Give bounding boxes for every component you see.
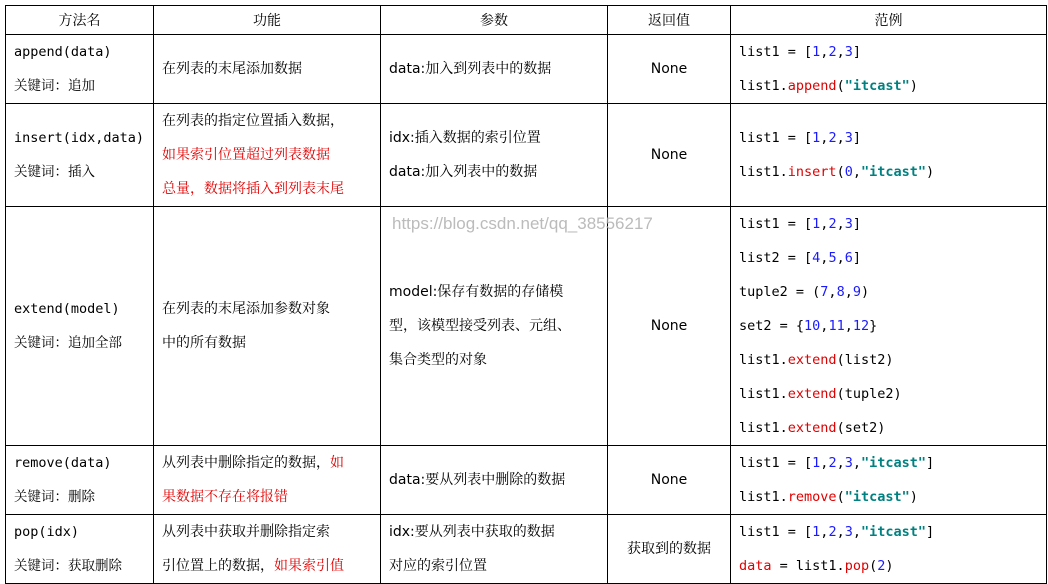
cell-line: [739, 411, 1038, 445]
text-segment: 2: [828, 455, 837, 471]
header-params: 参数: [381, 6, 608, 35]
cell-line: [389, 121, 599, 155]
text-segment: "itcast": [844, 78, 910, 94]
text-segment: 2: [828, 216, 837, 232]
text-segment: list1.: [739, 352, 788, 368]
text-segment: remove(data): [14, 455, 112, 471]
text-segment: ,: [852, 524, 861, 540]
text-segment: (tuple2): [836, 386, 902, 402]
cell-line: [389, 309, 599, 343]
text-segment: extend(model): [14, 301, 120, 317]
cell-line: [739, 480, 1038, 514]
text-segment: 5: [828, 250, 837, 266]
text-segment: None: [650, 318, 688, 334]
text-segment: 引位置上的数据，: [162, 558, 274, 574]
header-function: 功能: [154, 6, 381, 35]
text-segment: 7: [820, 284, 829, 300]
text-segment: (: [869, 558, 878, 574]
text-segment: None: [650, 472, 688, 488]
text-segment: ): [926, 164, 935, 180]
return-cell: [608, 104, 731, 207]
example-cell: [731, 446, 1047, 515]
text-segment: 4: [812, 250, 821, 266]
cell-line: [739, 446, 1038, 480]
text-segment: 关键词：删除: [14, 489, 95, 505]
table-row: [6, 207, 1047, 446]
method-cell: [6, 104, 154, 207]
text-segment: model:保存有数据的存储模: [389, 284, 564, 300]
cell-line: [162, 104, 372, 138]
cell-line: [162, 292, 372, 326]
cell-line: [739, 155, 1038, 189]
cell-line: [739, 121, 1038, 155]
text-segment: ,: [828, 284, 837, 300]
text-segment: set2 = {: [739, 318, 805, 334]
method-cell: [6, 35, 154, 104]
text-segment: 在列表的末尾添加数据: [162, 61, 302, 77]
text-segment: list1 = [: [739, 44, 813, 60]
text-segment: 0: [844, 164, 853, 180]
cell-line: [389, 52, 599, 86]
cell-line: [739, 275, 1038, 309]
cell-line: [14, 292, 145, 326]
text-segment: 3: [844, 524, 853, 540]
return-cell: [608, 515, 731, 584]
text-segment: 3: [844, 130, 853, 146]
text-segment: ,: [836, 250, 845, 266]
text-segment: 从列表中获取并删除指定索: [162, 524, 330, 540]
text-segment: list1 = [: [739, 216, 813, 232]
return-cell: [608, 207, 731, 446]
text-segment: 型，该模型接受列表、元组、: [389, 318, 571, 334]
text-segment: 如果索引位置超过列表数据: [162, 147, 330, 163]
text-segment: ,: [820, 130, 829, 146]
cell-line: [14, 35, 145, 69]
text-segment: ,: [852, 164, 861, 180]
params-cell: [381, 207, 608, 446]
text-segment: 对应的索引位置: [389, 558, 487, 574]
cell-line: [162, 446, 372, 480]
cell-line: [162, 515, 372, 549]
text-segment: list1 = [: [739, 455, 813, 471]
text-segment: ,: [836, 216, 845, 232]
example-cell: [731, 515, 1047, 584]
text-segment: 1: [812, 216, 821, 232]
cell-line: [616, 532, 722, 566]
text-segment: 获取到的数据: [627, 541, 711, 557]
text-segment: 3: [844, 44, 853, 60]
cell-line: [14, 155, 145, 189]
text-segment: 1: [812, 455, 821, 471]
text-segment: (: [836, 78, 845, 94]
text-segment: 2: [877, 558, 886, 574]
text-segment: list1.: [739, 489, 788, 505]
text-segment: list1.: [739, 164, 788, 180]
text-segment: 9: [852, 284, 861, 300]
text-segment: ,: [852, 455, 861, 471]
text-segment: ,: [820, 216, 829, 232]
text-segment: 总量，数据将插入到列表末尾: [162, 181, 344, 197]
text-segment: ,: [836, 455, 845, 471]
text-segment: 在列表的指定位置插入数据，: [162, 113, 344, 129]
text-segment: remove: [787, 489, 837, 505]
cell-line: [739, 207, 1038, 241]
text-segment: ]: [852, 130, 861, 146]
params-cell: [381, 515, 608, 584]
text-segment: "itcast": [861, 455, 927, 471]
cell-line: [162, 549, 372, 583]
cell-line: [14, 549, 145, 583]
text-segment: ): [885, 558, 894, 574]
function-cell: [154, 35, 381, 104]
text-segment: 果数据不存在将报错: [162, 489, 288, 505]
cell-line: [14, 326, 145, 360]
text-segment: 如: [330, 455, 344, 471]
cell-line: [389, 549, 599, 583]
text-segment: (: [836, 164, 845, 180]
cell-line: [162, 52, 372, 86]
text-segment: ): [909, 489, 918, 505]
cell-line: [739, 549, 1038, 583]
text-segment: data:加入列表中的数据: [389, 164, 538, 180]
text-segment: 3: [844, 455, 853, 471]
text-segment: pop(idx): [14, 524, 80, 540]
text-segment: pop: [844, 558, 870, 574]
cell-line: [389, 155, 599, 189]
text-segment: 2: [828, 44, 837, 60]
text-segment: tuple2 = (: [739, 284, 821, 300]
cell-line: [14, 480, 145, 514]
text-segment: ,: [844, 318, 853, 334]
cell-line: [739, 35, 1038, 69]
header-return: 返回值: [608, 6, 731, 35]
text-segment: data:加入到列表中的数据: [389, 61, 552, 77]
text-segment: list1.: [739, 420, 788, 436]
cell-line: [162, 172, 372, 206]
text-segment: 1: [812, 130, 821, 146]
text-segment: ]: [926, 524, 935, 540]
text-segment: extend: [787, 420, 837, 436]
text-segment: 3: [844, 216, 853, 232]
cell-line: [616, 52, 722, 86]
text-segment: idx:插入数据的索引位置: [389, 130, 541, 146]
text-segment: (: [836, 489, 845, 505]
header-row: [6, 6, 1047, 35]
text-segment: list1 = [: [739, 130, 813, 146]
method-cell: [6, 515, 154, 584]
text-segment: 如果索引值: [274, 558, 344, 574]
text-segment: list2 = [: [739, 250, 813, 266]
text-segment: ,: [836, 44, 845, 60]
text-segment: 11: [828, 318, 845, 334]
text-segment: =: [771, 558, 796, 574]
text-segment: list1 = [: [739, 524, 813, 540]
text-segment: idx:要从列表中获取的数据: [389, 524, 555, 540]
cell-line: [616, 138, 722, 172]
text-segment: ]: [926, 455, 935, 471]
method-cell: [6, 446, 154, 515]
text-segment: ,: [820, 524, 829, 540]
text-segment: list1.: [739, 386, 788, 402]
text-segment: 集合类型的对象: [389, 352, 487, 368]
text-segment: None: [650, 61, 688, 77]
header-example: 范例: [731, 6, 1047, 35]
text-segment: None: [650, 147, 688, 163]
text-segment: 2: [828, 524, 837, 540]
table-row: [6, 446, 1047, 515]
text-segment: "itcast": [860, 164, 927, 180]
cell-line: [389, 515, 599, 549]
text-segment: ,: [844, 284, 853, 300]
text-segment: append: [787, 78, 837, 94]
text-segment: 关键词：追加: [14, 78, 95, 94]
text-segment: 1: [812, 524, 821, 540]
table-row: [6, 515, 1047, 584]
text-segment: ,: [820, 250, 829, 266]
text-segment: ]: [852, 44, 861, 60]
text-segment: 从列表中删除指定的数据，: [162, 455, 330, 471]
text-segment: ,: [820, 318, 829, 334]
text-segment: 关键词：获取删除: [14, 558, 122, 574]
text-segment: ,: [836, 524, 845, 540]
method-cell: [6, 207, 154, 446]
text-segment: extend: [787, 386, 837, 402]
text-segment: }: [869, 318, 878, 334]
text-segment: 10: [804, 318, 821, 334]
params-cell: [381, 104, 608, 207]
text-segment: 关键词：插入: [14, 164, 95, 180]
cell-line: [739, 343, 1038, 377]
text-segment: (set2): [836, 420, 886, 436]
text-segment: data: [739, 558, 772, 574]
cell-line: [14, 121, 145, 155]
cell-line: [616, 463, 722, 497]
cell-line: [739, 515, 1038, 549]
cell-line: [389, 275, 599, 309]
cell-line: [14, 69, 145, 103]
table-row: [6, 35, 1047, 104]
cell-line: [739, 69, 1038, 103]
text-segment: insert: [787, 164, 837, 180]
text-segment: ,: [820, 44, 829, 60]
text-segment: 在列表的末尾添加参数对象: [162, 301, 330, 317]
text-segment: (list2): [836, 352, 894, 368]
text-segment: insert(idx,data): [14, 130, 145, 146]
cell-line: [162, 480, 372, 514]
function-cell: [154, 207, 381, 446]
example-cell: [731, 35, 1047, 104]
cell-line: [162, 138, 372, 172]
cell-line: [389, 463, 599, 497]
text-segment: ]: [852, 250, 861, 266]
cell-line: [739, 309, 1038, 343]
text-segment: list1.: [795, 558, 845, 574]
text-segment: 1: [812, 44, 821, 60]
text-segment: ): [909, 78, 918, 94]
function-cell: [154, 104, 381, 207]
return-cell: [608, 446, 731, 515]
cell-line: [162, 326, 372, 360]
methods-table: [5, 5, 1047, 584]
cell-line: [389, 343, 599, 377]
example-cell: [731, 104, 1047, 207]
text-segment: ,: [836, 130, 845, 146]
text-segment: ]: [852, 216, 861, 232]
text-segment: data:要从列表中删除的数据: [389, 472, 566, 488]
text-segment: 2: [828, 130, 837, 146]
text-segment: ): [860, 284, 870, 300]
text-segment: ,: [820, 455, 829, 471]
text-segment: 12: [852, 318, 870, 334]
table-row: [6, 104, 1047, 207]
cell-line: [14, 446, 145, 480]
text-segment: extend: [787, 352, 837, 368]
cell-line: [616, 309, 722, 343]
text-segment: 6: [844, 250, 853, 266]
return-cell: [608, 35, 731, 104]
text-segment: 中的所有数据: [162, 335, 246, 351]
cell-line: [739, 241, 1038, 275]
text-segment: append(data): [14, 44, 112, 60]
params-cell: [381, 446, 608, 515]
example-cell: [731, 207, 1047, 446]
watermark: https://blog.csdn.net/qq_38556217: [392, 214, 653, 233]
text-segment: 8: [836, 284, 845, 300]
cell-line: [739, 377, 1038, 411]
cell-line: [14, 515, 145, 549]
text-segment: "itcast": [844, 489, 910, 505]
header-method: 方法名: [6, 6, 154, 35]
function-cell: [154, 446, 381, 515]
text-segment: "itcast": [861, 524, 927, 540]
text-segment: 关键词：追加全部: [14, 335, 122, 351]
function-cell: [154, 515, 381, 584]
text-segment: list1.: [739, 78, 788, 94]
params-cell: [381, 35, 608, 104]
